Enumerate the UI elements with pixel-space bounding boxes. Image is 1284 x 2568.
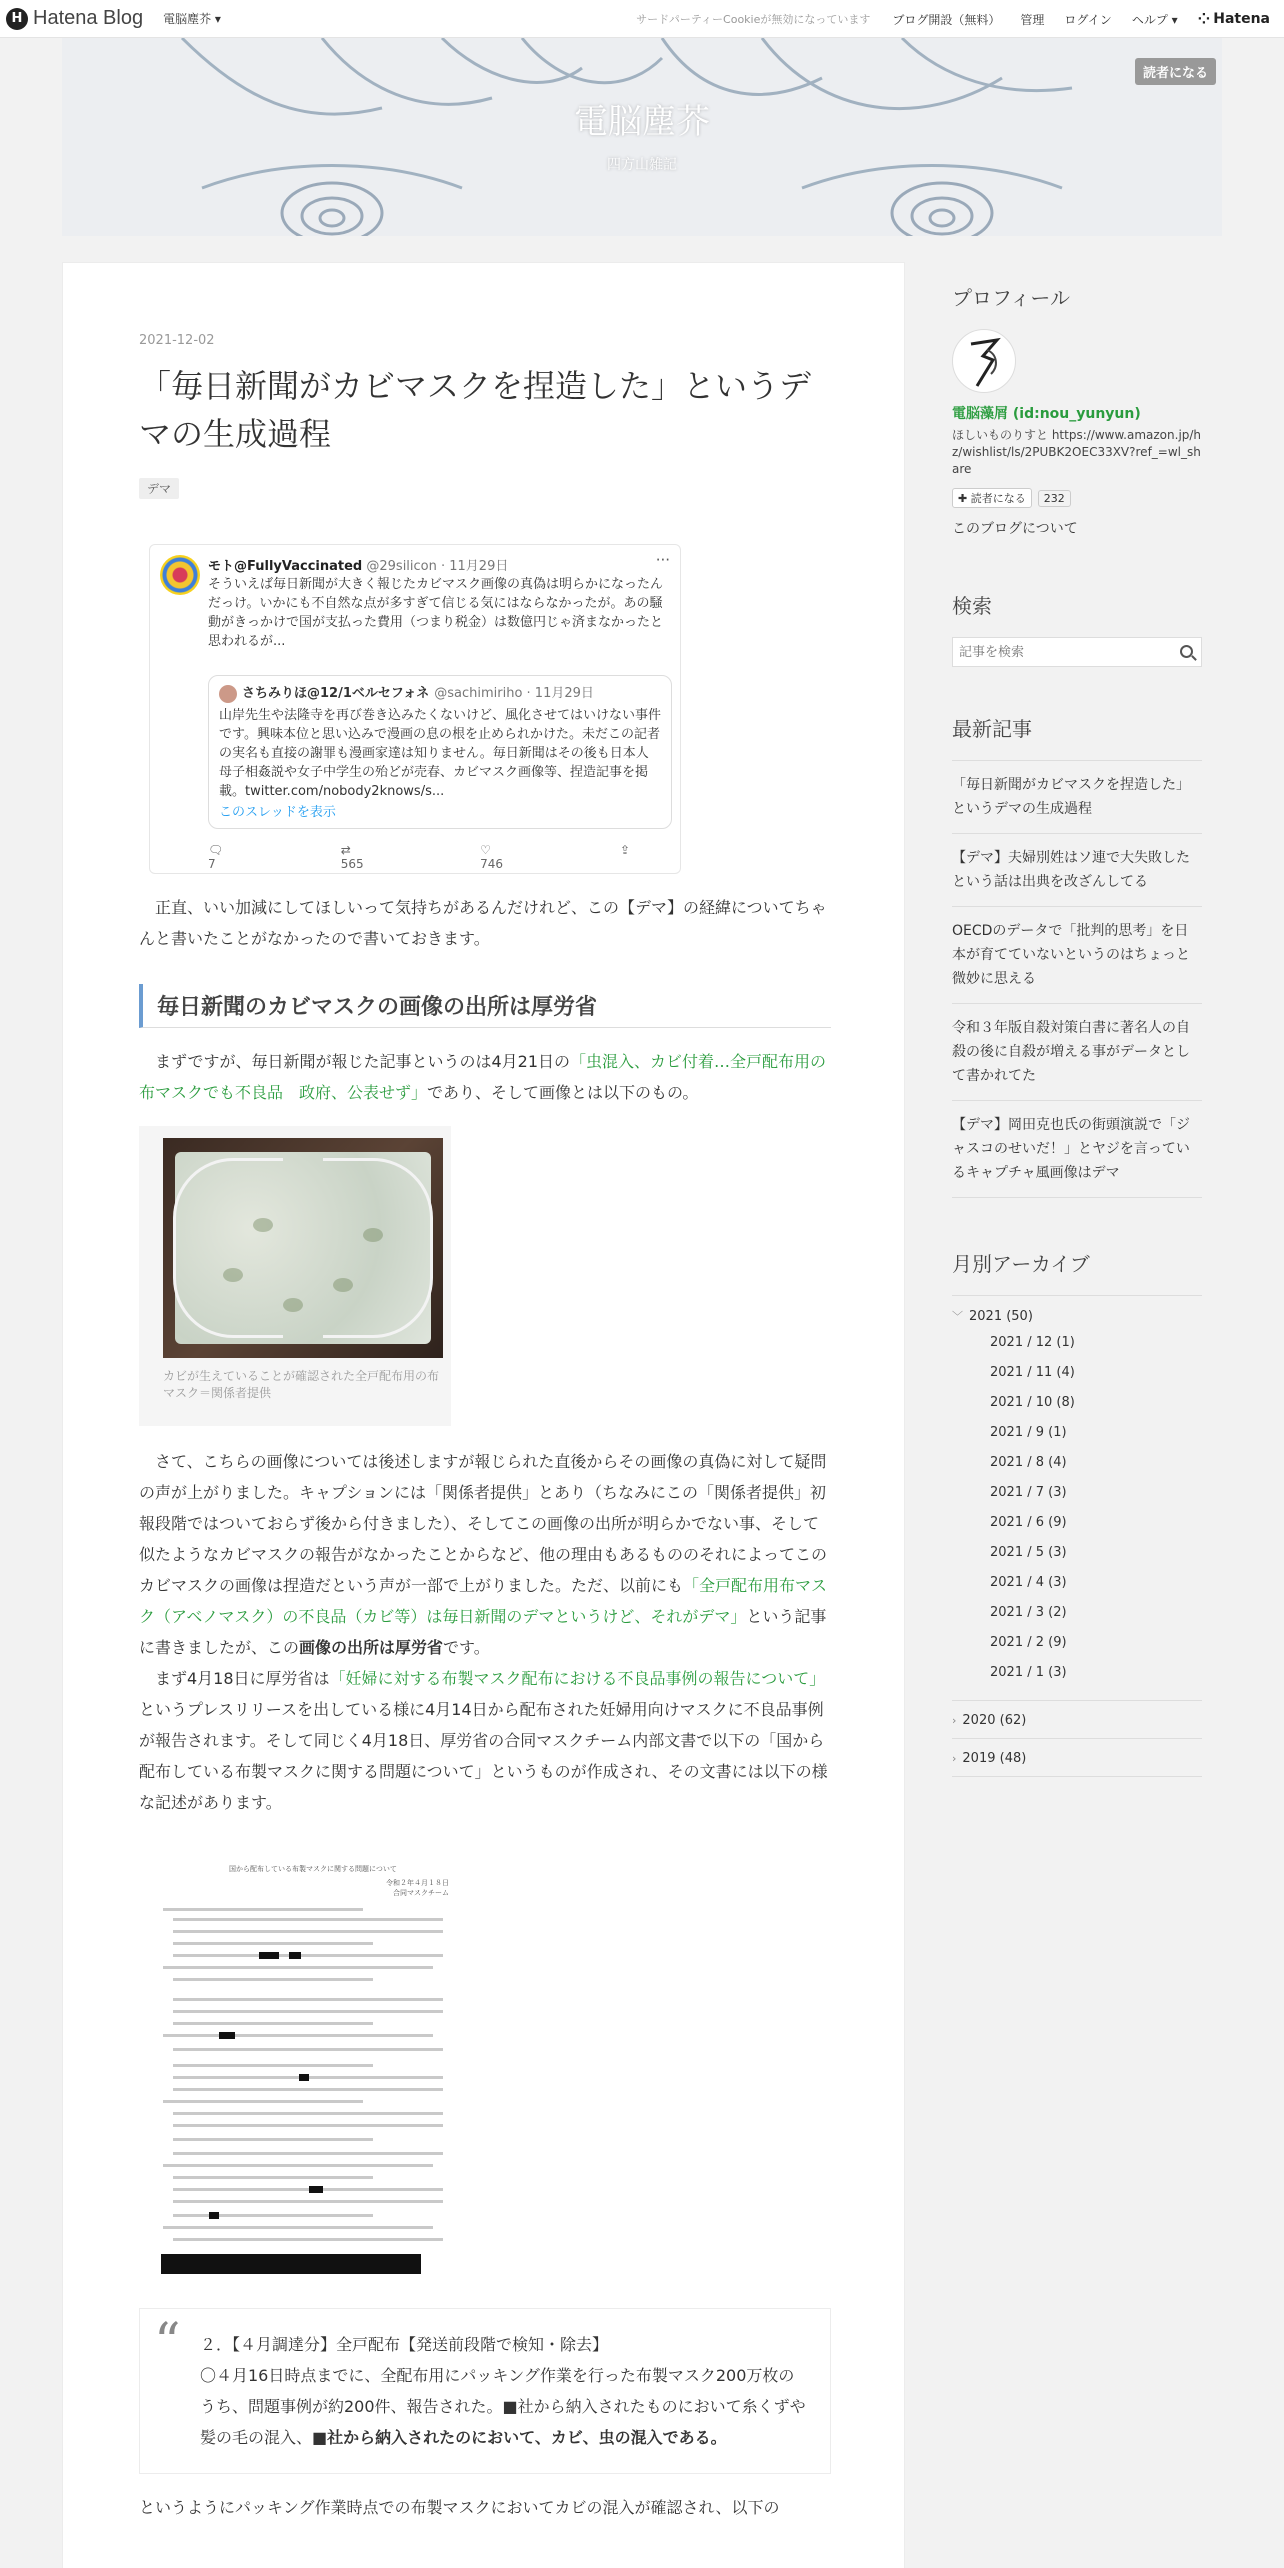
doc-line xyxy=(163,1908,363,1911)
mainichi-article-link[interactable]: 「虫混入、カビ付着…全戸配布用の布マスクでも不良品 政府、公表せず」 xyxy=(139,1052,827,1102)
global-header xyxy=(0,0,1284,38)
header-right-nav xyxy=(636,0,1270,38)
moldy-mask-photo[interactable] xyxy=(163,1138,443,1358)
mold-spot xyxy=(253,1218,273,1232)
text-span: 〇４月16日時点までに、全配布用にパッキング作業を行った布製マスク200万枚のうち、問題事例が約200件、報告された。■社から納入されたものにおいて糸くずや髪の毛の混入、 xyxy=(200,2366,806,2447)
profile-description: ほしいものりすと https://www.amazon.jp/hz/wishlist/ls/2PUBK2OEC33XV?ref_=wl_share xyxy=(952,428,1202,476)
reply-icon: 🗨 xyxy=(208,843,224,857)
paragraph xyxy=(139,1446,831,1663)
doc-line xyxy=(163,1966,433,1969)
chevron-down-icon[interactable]: ﹀ xyxy=(952,1310,963,1323)
doc-org: 合同マスクチーム xyxy=(393,1889,449,1897)
blog-description: 四方山雑記 xyxy=(607,157,677,173)
doc-line xyxy=(163,2226,433,2229)
quote-line: ２．【４月調達分】全戸配布【発送前段階で検知・除去】 xyxy=(200,2335,609,2354)
ear-loop-left xyxy=(173,1158,283,1338)
doc-line xyxy=(173,2010,443,2013)
archive-months xyxy=(952,1328,1202,1688)
profile-heading: プロフィール xyxy=(952,286,1070,310)
paragraph: というようにパッキング作業時点での布製マスクにおいてカビの混入が確認され、以下の xyxy=(139,2498,780,2517)
text-span: まず4月18日に厚労省は xyxy=(155,1669,330,1688)
logo-text: Hatena Blog xyxy=(33,7,144,29)
heart-icon: ♡ xyxy=(480,843,491,857)
archive-year-label: 2019 (48) xyxy=(962,1751,1027,1766)
search-input[interactable] xyxy=(953,638,1163,666)
redaction-block xyxy=(259,1952,279,1959)
archive-year-2021[interactable] xyxy=(952,1295,1202,1328)
doc-line xyxy=(173,2138,373,2141)
paragraph: 正直、いい加減にしてほしいって気持ちがあるんだけれど、この【デマ】の経緯についてちゃんと書いたことがなかったので書いておきます。 xyxy=(139,898,827,948)
hatena-label: Hatena xyxy=(1213,11,1270,27)
archive-month-link[interactable]: 2021 / 6 (9) xyxy=(990,1515,1067,1530)
hatena-menu[interactable] xyxy=(1198,10,1270,28)
doc-date: 令和２年４月１８日 xyxy=(386,1879,449,1887)
archive-month-link[interactable]: 2021 / 9 (1) xyxy=(990,1425,1067,1440)
admin-link[interactable]: 管理 xyxy=(1020,12,1045,27)
cookie-notice[interactable]: サードパーティーCookieが無効になっています xyxy=(636,13,871,26)
doc-line xyxy=(173,2152,443,2155)
doc-line xyxy=(163,2100,363,2103)
blockquote xyxy=(139,2308,831,2474)
archive-month-link[interactable]: 2021 / 2 (9) xyxy=(990,1635,1067,1650)
redaction-block xyxy=(219,2032,235,2039)
mold-spot xyxy=(363,1228,383,1242)
doc-line xyxy=(163,2034,433,2037)
figure-caption: カビが生えていることが確認された全戸配布用の布マスク＝関係者提供 xyxy=(163,1369,440,1400)
doc-line xyxy=(173,2112,443,2115)
retweet-icon: ⇄ xyxy=(340,843,351,857)
text-span: であり、そして画像とは以下のもの。 xyxy=(427,1083,699,1102)
redaction-block xyxy=(289,1952,301,1959)
hatena-dots-icon: ⁘ xyxy=(1197,10,1211,28)
chevron-right-icon[interactable]: › xyxy=(952,1752,957,1765)
doc-line xyxy=(173,2022,373,2025)
paragraph xyxy=(139,1663,831,1818)
profile-subscribe xyxy=(952,488,1202,508)
doc-line xyxy=(173,2088,443,2091)
main-content xyxy=(62,262,905,2568)
doc-line xyxy=(173,1930,443,1933)
archive-month-link[interactable]: 2021 / 10 (8) xyxy=(990,1395,1075,1410)
quote-line xyxy=(200,2360,806,2453)
recent-entry-link[interactable]: OECDのデータで「批判的思考」を日本が育てていないというのはちょっと微妙に思える xyxy=(952,906,1202,1003)
profile-module xyxy=(952,282,1202,538)
tweet-handle: @29silicon · 11月29日 xyxy=(366,559,509,574)
quoted-handle: @sachimiriho · 11月29日 xyxy=(434,686,594,701)
press-release-link[interactable]: 「妊婦に対する布製マスク配布における不良品事例の報告について」 xyxy=(329,1669,826,1688)
quote-mark-icon: “ xyxy=(154,2313,181,2373)
bold-text: ■社から納入されたのにおいて、カビ、虫の混入である。 xyxy=(312,2428,727,2447)
like-count: 746 xyxy=(480,857,504,871)
archive-year-label: 2020 (62) xyxy=(962,1713,1027,1728)
archive-month-link[interactable]: 2021 / 8 (4) xyxy=(990,1455,1067,1470)
tweet-avatar[interactable] xyxy=(160,555,200,595)
subscriber-count[interactable]: 232 xyxy=(1038,490,1071,507)
doc-line xyxy=(173,2064,373,2067)
doc-line xyxy=(173,2048,443,2051)
quoted-text: 山岸先生や法隆寺を再び巻き込みたくないけど、風化させてはいけない事件です。興味本位と思い込みで漫画の息の根を止められかけた。未だこの記者の実名も直接の謝罪も漫画家達は知りません。毎日新聞はその後も日本人母子相姦説や女子中学生の殆どが売春、カビマスク画像等、捏造記事を掲載。twitter.com/nobody2knows/s... xyxy=(219,708,662,799)
about-blog-link[interactable]: このブログについて xyxy=(952,521,1078,537)
recent-entry-link[interactable]: 【デマ】岡田克也氏の街頭演説で「ジャスコのせいだ！」とヤジを言っているキャプチャ風画像はデマ xyxy=(952,1100,1202,1198)
blog-header xyxy=(62,38,1222,236)
blog-title[interactable]: 電脳塵芥 xyxy=(574,102,710,142)
recent-heading: 最新記事 xyxy=(952,717,1032,741)
archive-heading: 月別アーカイブ xyxy=(952,1252,1090,1276)
doc-line xyxy=(173,1918,443,1921)
search-module xyxy=(952,590,1202,667)
retweet-action[interactable] xyxy=(341,843,430,871)
doc-line xyxy=(173,2188,443,2191)
archive-month-link[interactable]: 2021 / 1 (3) xyxy=(990,1665,1067,1680)
ministry-document-image[interactable] xyxy=(159,1858,459,2278)
doc-line xyxy=(173,2176,373,2179)
archive-year-2020[interactable] xyxy=(952,1700,1202,1738)
article-title[interactable]: 「毎日新聞がカビマスクを捏造した」というデマの生成過程 xyxy=(139,367,812,453)
tweet-header xyxy=(208,555,508,574)
mold-spot xyxy=(283,1298,303,1312)
doc-line xyxy=(173,1998,443,2001)
archive-year-label: 2021 (50) xyxy=(969,1309,1033,1324)
profile-subscribe-button[interactable]: ✚ 読者になる xyxy=(952,488,1032,508)
article-date[interactable]: 2021-12-02 xyxy=(139,333,215,348)
paragraph xyxy=(139,1046,831,1108)
archive-month-link[interactable]: 2021 / 7 (3) xyxy=(990,1485,1067,1500)
login-link[interactable]: ログイン xyxy=(1064,12,1112,27)
tweet-actions xyxy=(208,843,680,871)
text-span: まずですが、毎日新聞が報じた記事というのは4月21日の xyxy=(155,1052,571,1071)
doc-line xyxy=(173,2238,443,2241)
doc-line xyxy=(173,1954,443,1957)
text-span: さて、こちらの画像については後述しますが報じられた直後からその画像の真偽に対して疑問の声が上がりました。キャプションには「関係者提供」とあり（ちなみにこの「関係者提供」初報段階ではついておらず後から付きました）、そしてこの画像の出所が明らかでない事、そして似たようなカビマスクの報告がなかったことからなど、他の理由もあるもののそれによってこのカビマスクの画像は捏造だという声が一部で上がりました。ただ、以前にも xyxy=(139,1452,828,1595)
text-span: というプレスリリースを出している様に4月14日から配布された妊婦用向けマスクに不良品事例が報告されます。そして同じく4月18日、厚労省の合同マスクチーム内部文書で以下の「国から配布している布製マスクに関する問題について」というものが作成され、その文書には以下の様な記述があります。 xyxy=(139,1700,828,1812)
quoted-tweet[interactable] xyxy=(208,675,672,829)
doc-line xyxy=(173,1978,373,1981)
embedded-tweet[interactable] xyxy=(149,544,681,874)
text-span: という記事に書きましたが、この xyxy=(139,1607,827,1657)
tweet-text: そういえば毎日新聞が大きく報じたカビマスク画像の真偽は明らかになったんだっけ。いかにも不自然な点が多すぎて信じる気にはならなかったが。あの騒動がきっかけで国が支払った費用（つまり税金）は数億円じゃ済まなかったと思われるが... xyxy=(208,577,664,649)
retweet-count: 565 xyxy=(340,857,364,871)
like-action[interactable] xyxy=(480,843,570,871)
more-options-icon[interactable]: ··· xyxy=(655,551,670,569)
recent-entry-link[interactable]: 令和３年版自殺対策白書に著名人の自殺の後に自殺が増える事がデータとして書かれてた xyxy=(952,1003,1202,1100)
subscribe-button[interactable]: 読者になる xyxy=(1135,58,1216,85)
search-heading: 検索 xyxy=(952,594,992,618)
sidebar xyxy=(952,262,1202,1777)
archive-month-link[interactable]: 2021 / 12 (1) xyxy=(990,1335,1075,1350)
doc-line xyxy=(173,2200,443,2203)
blog-menu-dropdown[interactable]: 電脳塵芥 ▾ xyxy=(163,12,221,26)
avatar-sketch xyxy=(953,330,1016,393)
reply-count: 7 xyxy=(208,857,216,871)
quoted-avatar xyxy=(219,685,237,703)
previous-article-link[interactable]: 「全戸配布用布マスク（アベノマスク）の不良品（カビ等）は毎日新聞のデマというけど、それがデマ」 xyxy=(139,1576,828,1626)
start-blog-link[interactable]: ブログ開設（無料） xyxy=(892,12,1001,27)
ear-loop-right xyxy=(323,1158,433,1338)
section-heading: 毎日新聞のカビマスクの画像の出所は厚労省 xyxy=(139,984,831,1028)
help-dropdown[interactable]: ヘルプ ▾ xyxy=(1131,12,1178,27)
bold-text: 画像の出所は厚労省 xyxy=(299,1638,444,1657)
doc-line xyxy=(173,2214,373,2217)
category-tag[interactable]: デマ xyxy=(139,478,179,499)
archive-month-link[interactable]: 2021 / 3 (2) xyxy=(990,1605,1067,1620)
redaction-block xyxy=(161,2254,421,2274)
archive-module xyxy=(952,1248,1202,1777)
archive-year-2019[interactable] xyxy=(952,1738,1202,1777)
doc-title: 国から配布している布製マスクに関する問題について xyxy=(229,1865,397,1873)
show-thread-link[interactable]: このスレッドを表示 xyxy=(219,805,336,820)
hatena-blog-logo[interactable] xyxy=(6,7,143,30)
archive-month-link[interactable]: 2021 / 5 (3) xyxy=(990,1545,1067,1560)
quoted-author: さちみりほ@12/1ベルセフォネ xyxy=(242,686,430,701)
search-icon[interactable] xyxy=(1180,645,1193,658)
profile-name[interactable]: 電脳藻屑 (id:nou_yunyun) xyxy=(952,406,1141,422)
share-icon[interactable]: ⇪ xyxy=(619,843,630,857)
recent-entry-link[interactable]: 【デマ】夫婦別姓はソ連で大失敗したという話は出典を改ざんしてる xyxy=(952,833,1202,906)
doc-line xyxy=(173,1942,373,1945)
reply-action[interactable] xyxy=(208,843,291,871)
redaction-block xyxy=(209,2212,219,2219)
mold-spot xyxy=(223,1268,243,1282)
redaction-block xyxy=(309,2186,323,2193)
mold-spot xyxy=(333,1278,353,1292)
hatena-logo-icon: H xyxy=(6,8,28,30)
article xyxy=(139,333,831,2523)
recent-entries-module xyxy=(952,713,1202,1198)
moldy-mask-figure xyxy=(139,1126,451,1426)
text-span: です。 xyxy=(443,1638,490,1657)
search-box xyxy=(952,637,1202,667)
redaction-block xyxy=(299,2074,309,2081)
recent-entry-link[interactable]: 「毎日新聞がカビマスクを捏造した」というデマの生成過程 xyxy=(952,760,1202,833)
archive-month-link[interactable]: 2021 / 4 (3) xyxy=(990,1575,1067,1590)
avatar[interactable] xyxy=(952,329,1016,393)
chevron-right-icon[interactable]: › xyxy=(952,1714,957,1727)
doc-line xyxy=(173,2124,443,2127)
tweet-author[interactable]: モト@FullyVaccinated xyxy=(208,559,363,574)
doc-line xyxy=(163,2164,433,2167)
archive-month-link[interactable]: 2021 / 11 (4) xyxy=(990,1365,1075,1380)
